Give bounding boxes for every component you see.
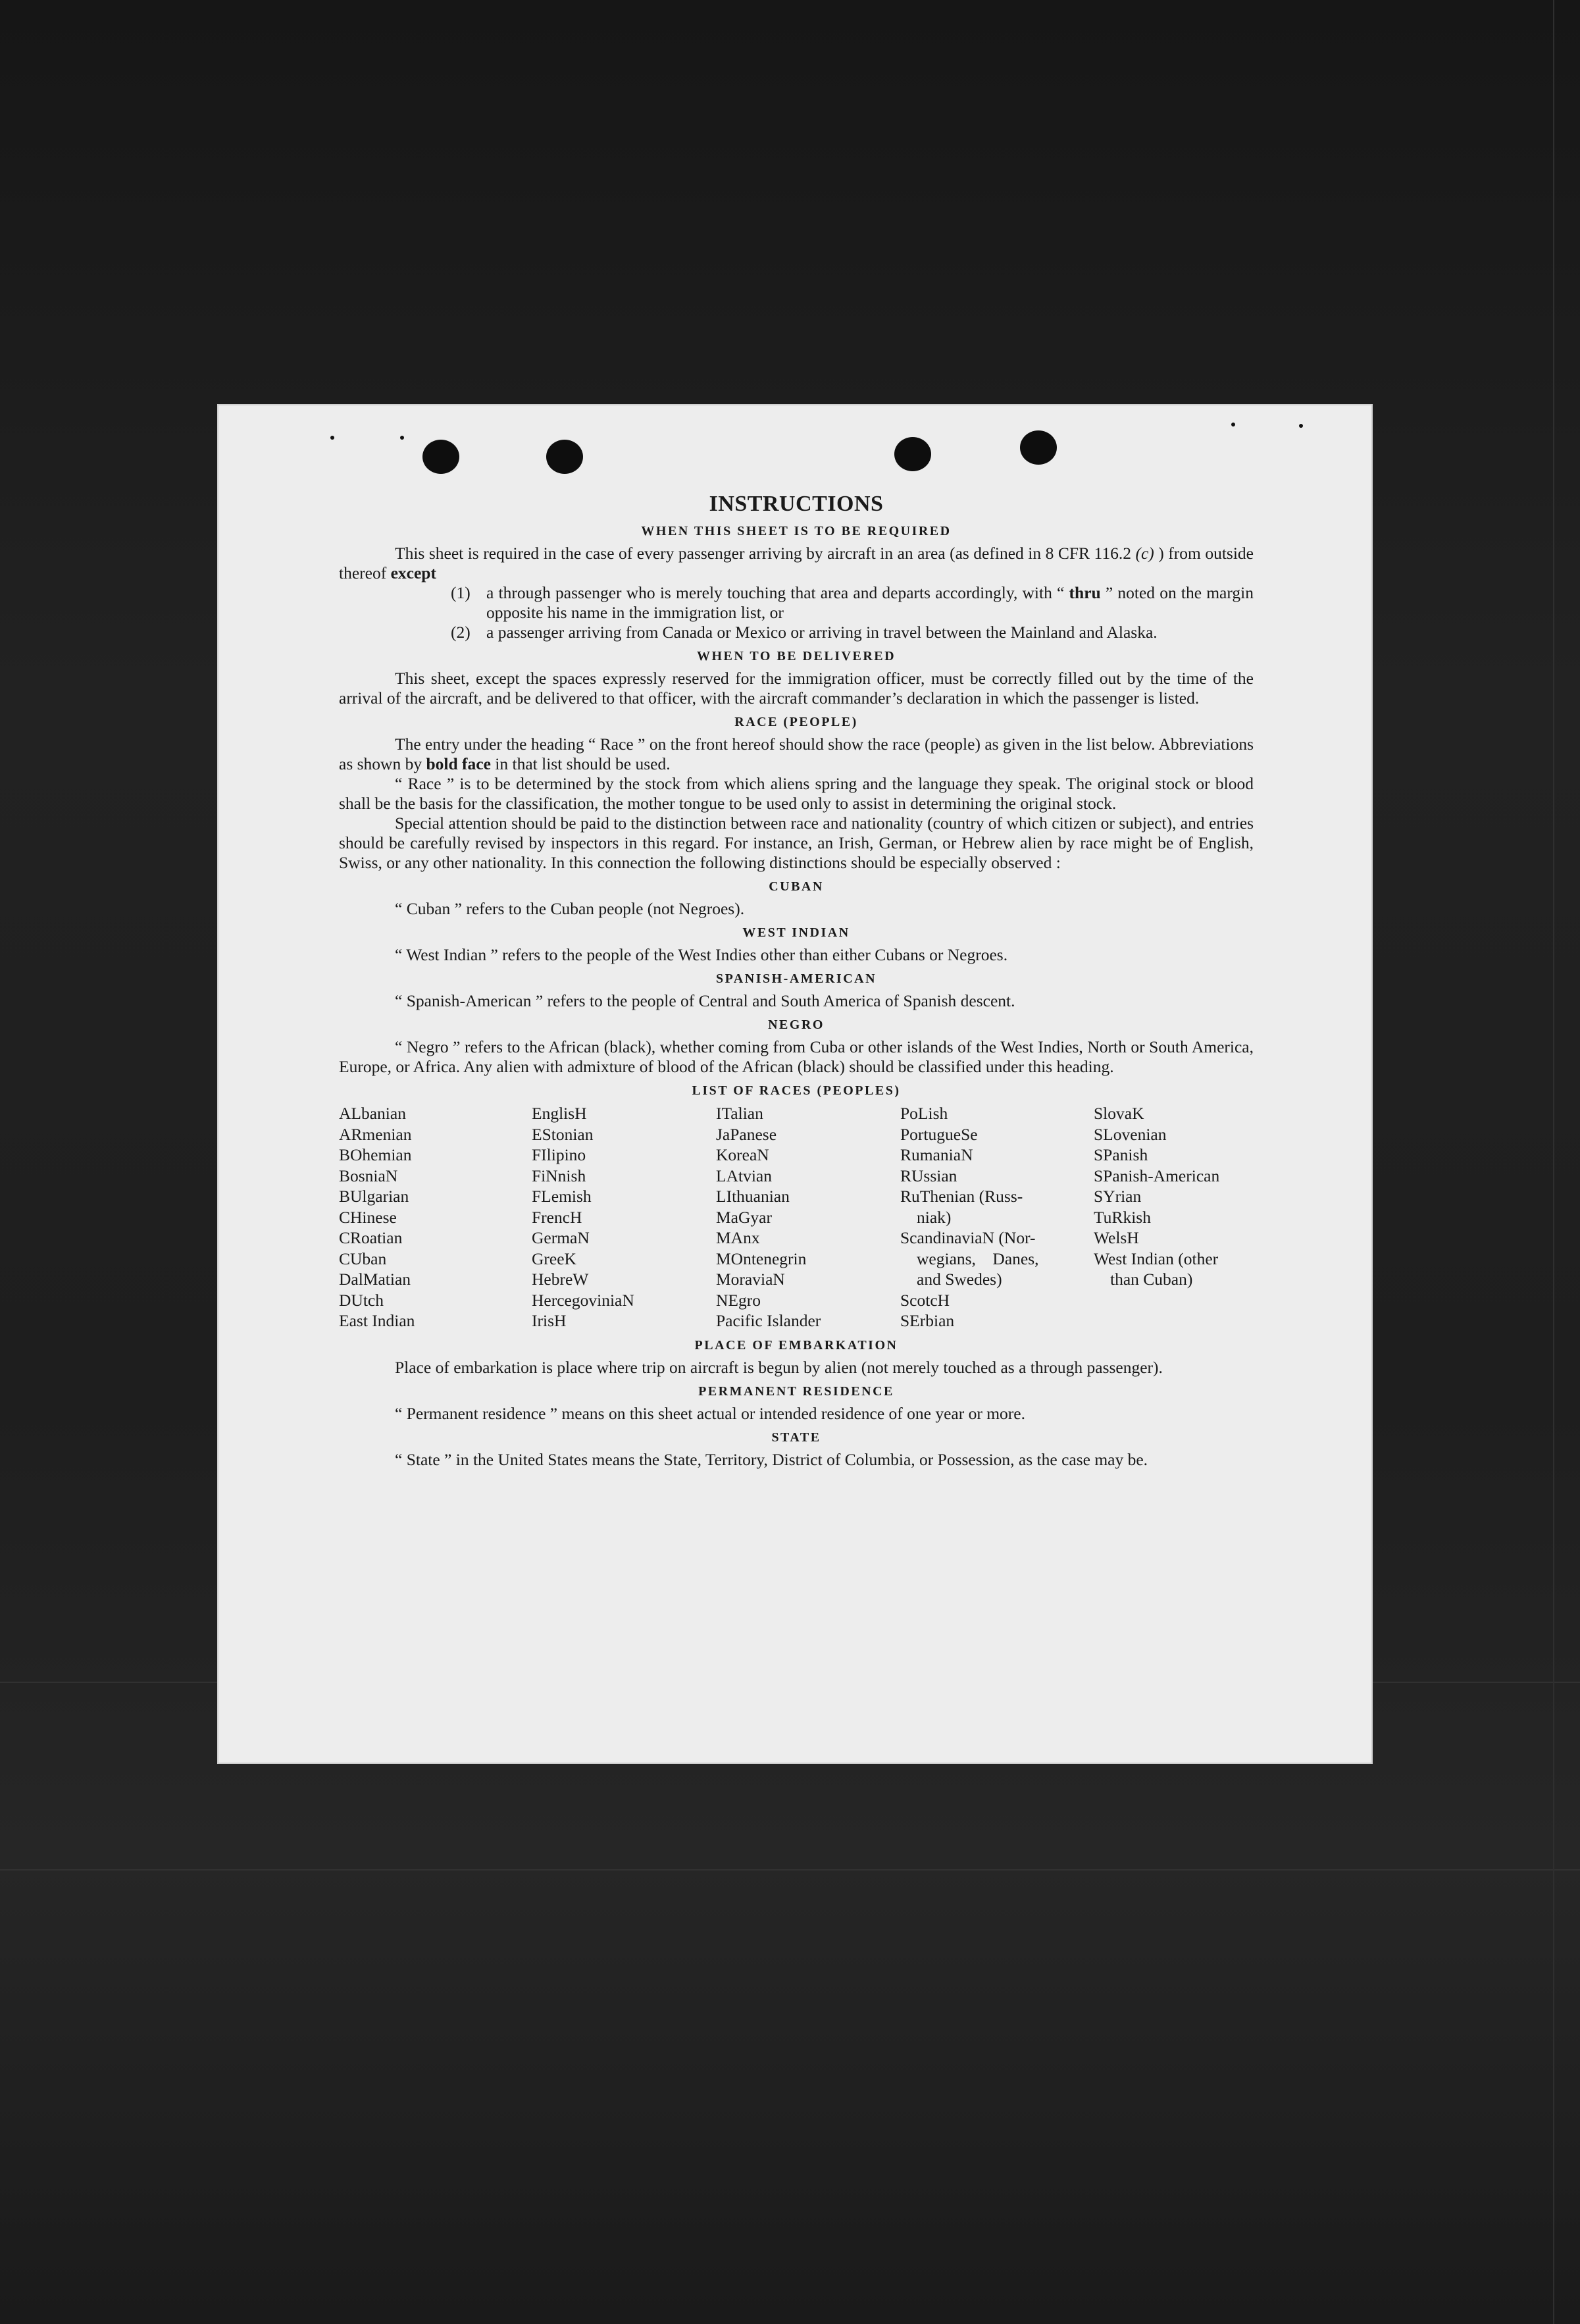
race-cell: MaGyar [716, 1207, 772, 1227]
paragraph-race-2: “ Race ” is to be determined by the stock from which aliens spring and the language they speak. The original stock or blood shall be the basis for the classification, the mother tongue to be used only to assist in determining the original stock. [339, 774, 1254, 813]
race-cell: and Swedes) [917, 1270, 1002, 1289]
race-cell: SlovaK [1094, 1104, 1144, 1123]
paragraph-negro: “ Negro ” refers to the African (black), whether coming from Cuba or other islands of the West Indies, North or South America, Europe, or Africa. Any alien with admixture of blood of the African (black) should be classified under this heading. [339, 1037, 1254, 1076]
race-cell: BUlgarian [339, 1187, 409, 1206]
race-cell: KoreaN [716, 1145, 769, 1164]
paragraph-race-1: The entry under the heading “ Race ” on the front hereof should show the race (people) as given in the list below. Abbreviations as shown by bold face in that list should be used. [339, 735, 1254, 773]
paragraph-race-3: Special attention should be paid to the distinction between race and nationality (country of which citizen or subject), and entries should be carefully revised by inspectors in this regard. For instance, an Irish, German, or Hebrew alien by race might be of English, Swiss, or any other nationality. In this connection the following distinctions should be especially observed : [339, 813, 1254, 872]
races-table [339, 1103, 1254, 1331]
race-cell: DUtch [339, 1290, 384, 1310]
paragraph-permanent-residence: “ Permanent residence ” means on this sheet actual or intended residence of one year or more. [395, 1403, 1025, 1423]
page-title: INSTRUCTIONS [709, 492, 884, 516]
race-cell: PortugueSe [900, 1124, 978, 1144]
race-cell [1094, 1290, 1254, 1311]
race-cell: FLemish [532, 1187, 592, 1206]
race-cell: ALbanian [339, 1104, 406, 1123]
race-cell: EnglisH [532, 1104, 587, 1123]
race-cell: LAtvian [716, 1166, 772, 1185]
list-item: (1) a through passenger who is merely touching that area and departs accordingly, with “ thru ” noted on the margin opposite his name in the immigration list, or [451, 583, 1254, 622]
race-cell: MOntenegrin [716, 1249, 807, 1268]
race-cell: FrencH [532, 1207, 582, 1227]
heading-race: RACE (PEOPLE) [734, 715, 858, 729]
heading-place-of-embarkation: PLACE OF EMBARKATION [694, 1337, 898, 1353]
race-cell: West Indian (other [1094, 1249, 1219, 1268]
race-cell: RUssian [900, 1166, 957, 1185]
punch-hole [894, 437, 931, 471]
paragraph-west-indian: “ West Indian ” refers to the people of the West Indies other than either Cubans or Negroes. [395, 945, 1008, 964]
race-cell: Pacific Islander [716, 1311, 821, 1330]
race-cell: SPanish [1094, 1145, 1148, 1164]
race-cell: BosniaN [339, 1166, 398, 1185]
heading-permanent-residence: PERMANENT RESIDENCE [698, 1383, 894, 1399]
race-cell: CHinese [339, 1207, 397, 1227]
race-cell: CRoatian [339, 1228, 403, 1247]
heading-spanish-american: SPANISH-AMERICAN [715, 971, 877, 986]
heading-negro: NEGRO [768, 1018, 825, 1032]
race-cell: BOhemian [339, 1145, 412, 1164]
race-cell: ScandinaviaN (Nor- [900, 1228, 1036, 1247]
race-cell: FiNnish [532, 1166, 586, 1185]
race-cell: ARmenian [339, 1124, 412, 1144]
race-cell: CUban [339, 1249, 387, 1268]
heading-cuban: CUBAN [769, 879, 824, 894]
race-cell: MAnx [716, 1228, 760, 1247]
race-cell: ScotcH [900, 1290, 950, 1310]
race-cell: IrisH [532, 1311, 567, 1330]
paragraph-when-delivered: This sheet, except the spaces expressly reserved for the immigration officer, must be correctly filled out by the time of the arrival of the aircraft, and be delivered to that officer, with the aircraft commander’s declaration in which the passenger is listed. [339, 669, 1254, 708]
scan-artifact-line [1553, 0, 1554, 2324]
race-cell: JaPanese [716, 1124, 777, 1144]
race-cell: LIthuanian [716, 1187, 790, 1206]
document-sheet [217, 404, 1373, 1764]
race-cell: SPanish-American [1094, 1166, 1220, 1185]
race-cell: HebreW [532, 1270, 589, 1289]
paragraph-cuban: “ Cuban ” refers to the Cuban people (not Negroes). [395, 899, 745, 918]
race-cell: niak) [917, 1207, 952, 1227]
paragraph-when-required: This sheet is required in the case of every passenger arriving by aircraft in an area (as defined in 8 CFR 116.2 (c) ) from outside thereof except [339, 544, 1254, 582]
punch-hole [1020, 430, 1057, 465]
heading-west-indian: WEST INDIAN [742, 925, 850, 940]
race-cell: ITalian [716, 1104, 763, 1123]
speck [1231, 423, 1235, 426]
race-cell: WelsH [1094, 1228, 1139, 1247]
heading-when-delivered: WHEN TO BE DELIVERED [696, 649, 896, 663]
paragraph-place-of-embarkation: Place of embarkation is place where trip on aircraft is begun by alien (not merely touched as a through passenger). [395, 1357, 1163, 1377]
race-cell: HercegoviniaN [532, 1290, 634, 1310]
race-cell: GreeK [532, 1249, 576, 1268]
speck [330, 436, 334, 440]
race-cell: wegians, Danes, [917, 1249, 1039, 1268]
race-cell: RumaniaN [900, 1145, 973, 1164]
race-cell: DalMatian [339, 1270, 411, 1289]
scan-artifact-line [0, 1869, 1580, 1871]
race-cell: MoraviaN [716, 1270, 785, 1289]
heading-when-required: WHEN THIS SHEET IS TO BE REQUIRED [641, 524, 952, 538]
race-cell: than Cuban) [1110, 1270, 1193, 1289]
paragraph-state: “ State ” in the United States means the State, Territory, District of Columbia, or Possession, as the case may be. [395, 1449, 1148, 1469]
race-cell: SYrian [1094, 1187, 1142, 1206]
punch-hole [546, 440, 583, 474]
race-cell: NEgro [716, 1290, 761, 1310]
heading-state: STATE [771, 1430, 821, 1445]
list-item: (2) a passenger arriving from Canada or Mexico or arriving in travel between the Mainland and Alaska. [451, 623, 1158, 642]
instructions-content [339, 491, 1254, 1470]
race-cell [1094, 1310, 1254, 1331]
punch-hole [422, 440, 459, 474]
race-cell: EStonian [532, 1124, 594, 1144]
race-cell: East Indian [339, 1311, 415, 1330]
race-cell: GermaN [532, 1228, 590, 1247]
speck [400, 436, 404, 440]
race-cell: RuThenian (Russ- [900, 1187, 1023, 1206]
race-cell: FIlipino [532, 1145, 586, 1164]
race-cell: SErbian [900, 1311, 955, 1330]
speck [1299, 424, 1303, 428]
heading-list-of-races: LIST OF RACES (PEOPLES) [692, 1083, 901, 1098]
paragraph-spanish-american: “ Spanish-American ” refers to the people of Central and South America of Spanish descent. [395, 991, 1015, 1010]
race-cell: TuRkish [1094, 1207, 1151, 1227]
race-cell: PoLish [900, 1104, 948, 1123]
race-cell: SLovenian [1094, 1124, 1167, 1144]
